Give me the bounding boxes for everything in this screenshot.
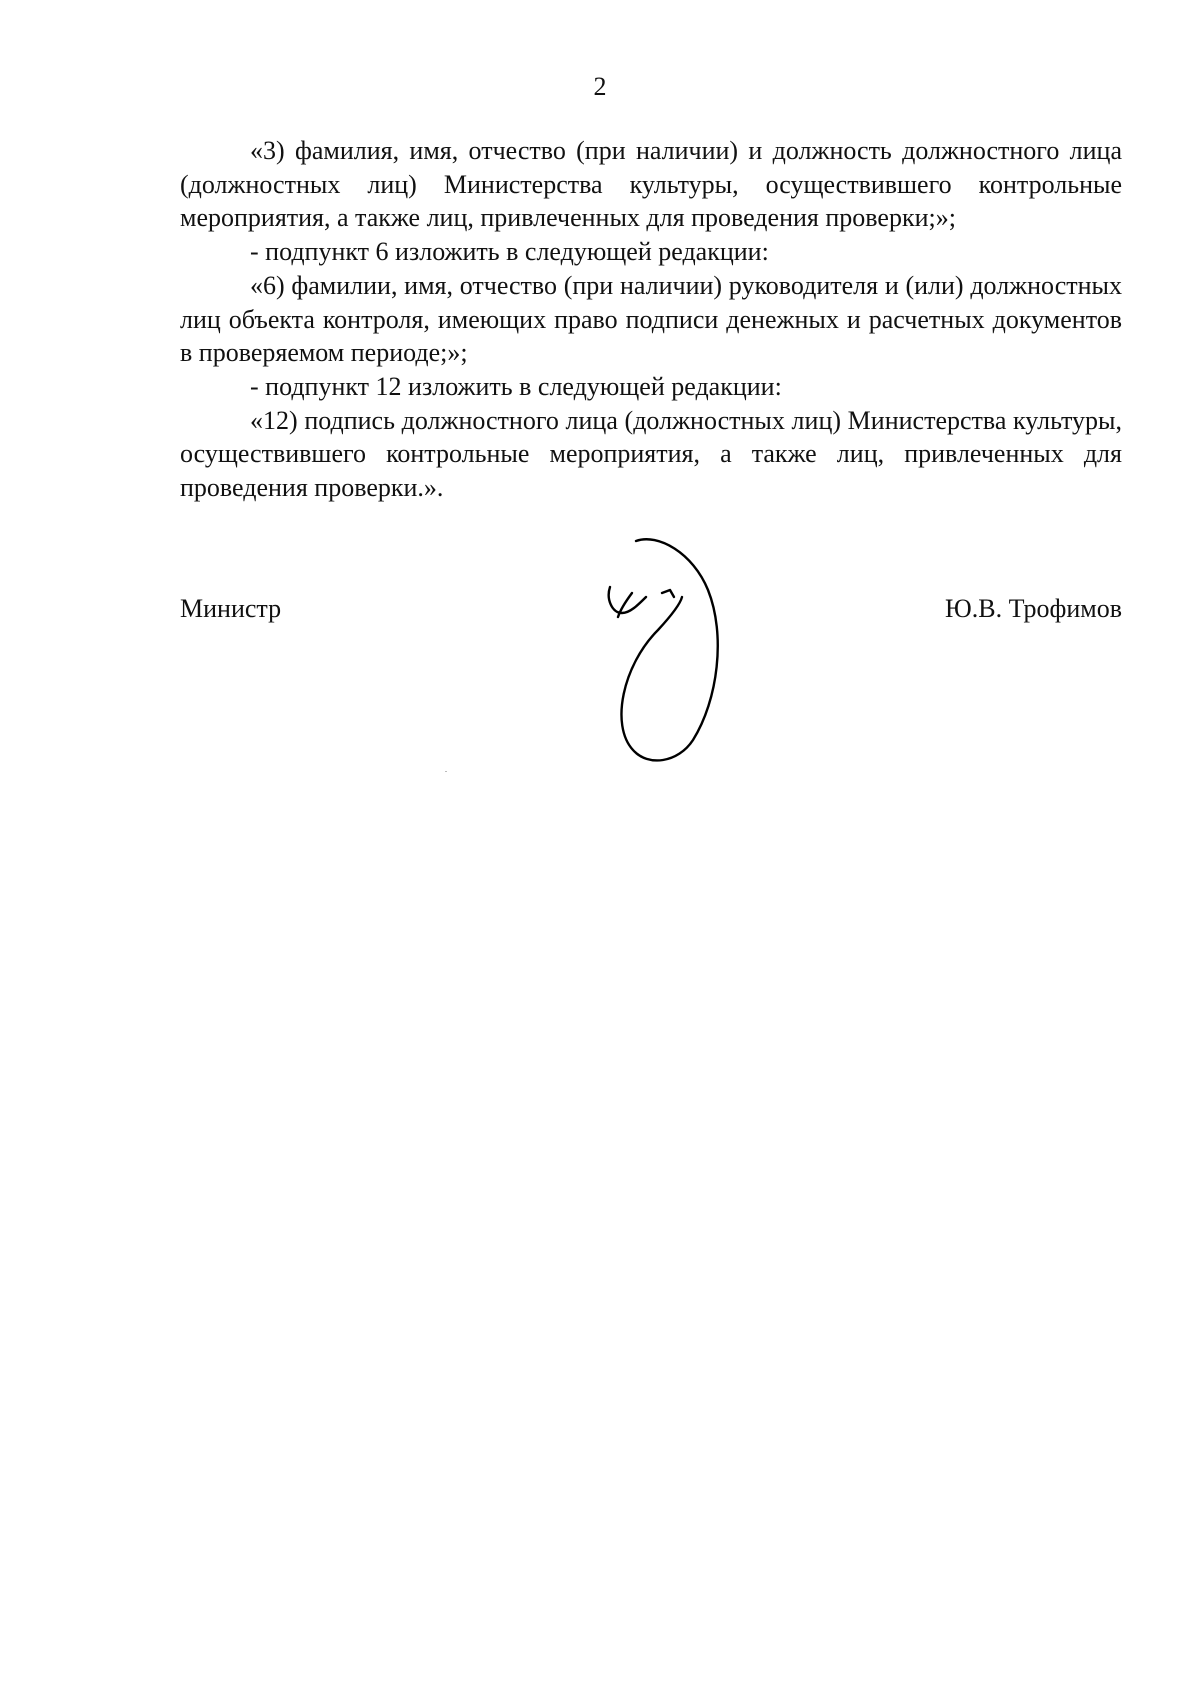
page-number: 2: [593, 72, 607, 101]
signer-name: Ю.В. Трофимов: [945, 594, 1122, 623]
paragraph-subitem-6-instruction: - подпункт 6 изложить в следующей редакции:: [250, 237, 769, 267]
signer-position: Министр: [180, 594, 282, 623]
paragraph-item-6: «6) фамилии, имя, отчество (при наличии) руководителя и (или) должностных лиц объекта контроля, имеющих право подписи денежных и расчетных документов в проверяемом периоде;»;: [180, 270, 1122, 368]
handwritten-signature: [598, 535, 738, 765]
paragraph-item-3: «3) фамилия, имя, отчество (при наличии) и должность должностного лица (должностных лиц) Министерства культуры, осуществившего контрольные мероприятия, а также лиц, привлеченных для проведения проверки;»;: [180, 136, 1122, 233]
document-body: [180, 134, 1122, 505]
paragraph-item-12: «12) подпись должностного лица (должностных лиц) Министерства культуры, осуществившего контрольные мероприятия, а также лиц, привлеченных для проведения проверки.».: [180, 405, 1122, 503]
paragraph-subitem-12-instruction: - подпункт 12 изложить в следующей редакции:: [250, 371, 782, 401]
scan-artifact: [445, 771, 447, 772]
